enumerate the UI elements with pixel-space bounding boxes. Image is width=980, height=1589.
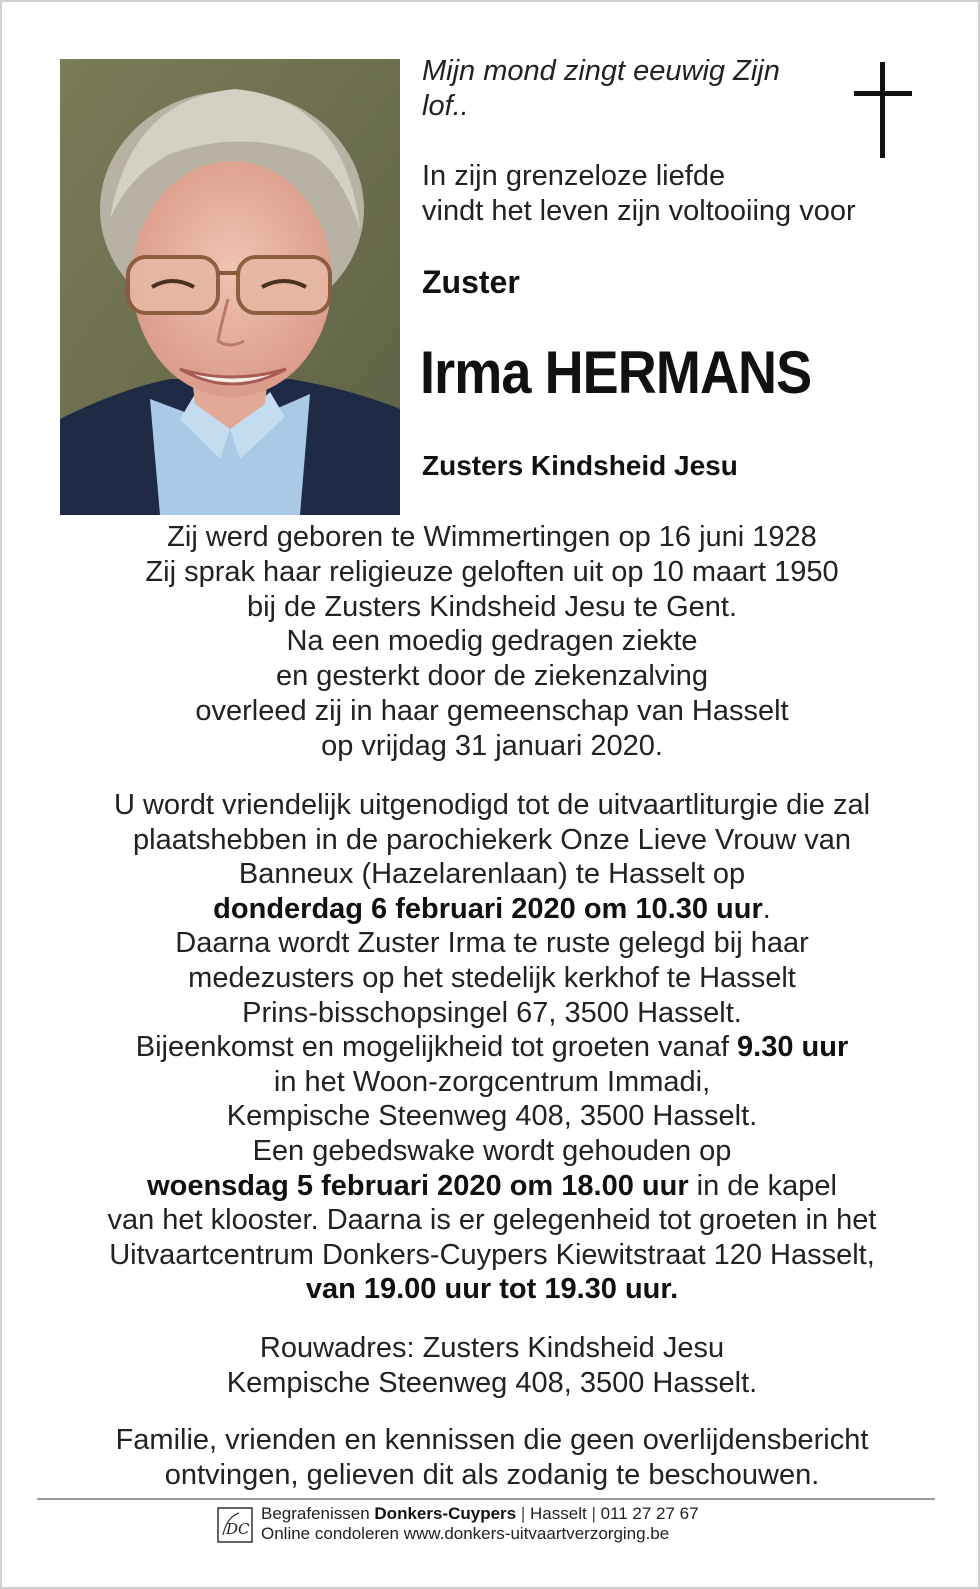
ceremony-line: Banneux (Hazelarenlaan) te Hasselt op [238,858,746,891]
separator: | [520,1504,526,1523]
ceremony-line: van het klooster. Daarna is er gelegenheid tot groeten in het [107,1204,877,1237]
bio-line: Zij werd geboren te Wimmertingen op 16 juni 1928 [167,521,817,553]
closing-notice [42,1423,942,1493]
vigil-date-line [42,1169,942,1204]
address-line-1: Rouwadres: Zusters Kindsheid Jesu [259,1332,725,1364]
portrait-photo [60,59,400,515]
verse-line-1: Mijn mond zingt eeuwig Zijn [422,55,780,87]
ceremony-line: Kempische Steenweg 408, 3500 Hasselt. [226,1100,758,1133]
intro-text [422,159,892,229]
bio-line: Zij sprak haar religieuze geloften uit op 10 maart 1950 [145,555,839,588]
ceremony-line: Een gebedswake wordt gehouden op [252,1134,732,1167]
ceremony-line: in het Woon-zorgcentrum Immadi, [273,1065,711,1098]
footer-text [261,1504,699,1544]
vigil-date: woensdag 5 februari 2020 om 18.00 uur [147,1169,689,1202]
deceased-title: Zuster [422,264,520,300]
ceremony-line: Daarna wordt Zuster Irma te ruste gelegd bij haar [175,927,809,960]
scripture-verse [422,54,822,124]
address-line-2: Kempische Steenweg 408, 3500 Hasselt. [226,1366,758,1399]
intro-line-2: vindt het leven zijn voltooiing voor [422,195,856,227]
deceased-name: Irma HERMANS [420,339,812,406]
funeral-home-logo-icon [217,1507,253,1543]
footer-phone: 011 27 27 67 [600,1504,699,1523]
ceremony-line: Prins-bisschopsingel 67, 3500 Hasselt. [242,996,742,1029]
funeral-date: donderdag 6 februari 2020 om 10.30 uur [213,892,763,925]
footer-line-2[interactable]: Online condoleren www.donkers-uitvaartverzorging.be [261,1524,670,1543]
cross-icon [854,62,912,158]
gathering-line [42,1030,942,1065]
separator: | [591,1504,596,1523]
biography [42,520,942,764]
ceremony-line: Uitvaartcentrum Donkers-Cuypers Kiewitstraat 120 Hasselt, [109,1238,875,1271]
footer-prefix: Begrafenissen [261,1504,375,1523]
gathering-time: 9.30 uur [737,1031,849,1064]
visiting-hours: van 19.00 uur tot 19.30 uur. [305,1273,679,1306]
bio-line: Na een moedig gedragen ziekte [286,625,698,658]
period: . [762,892,771,925]
notice-line-2: ontvingen, gelieven dit als zodanig te beschouwen. [164,1459,820,1491]
vigil-location: in de kapel [688,1169,837,1202]
mourning-address [42,1331,942,1400]
footer-line-1 [261,1504,699,1524]
congregation-name: Zusters Kindsheid Jesu [422,450,738,481]
notice-line-1: Familie, vrienden en kennissen die geen overlijdensbericht [115,1424,869,1456]
ceremony-line: medezusters op het stedelijk kerkhof te Hasselt [188,961,796,994]
ceremony-line: U wordt vriendelijk uitgenodigd tot de uitvaartliturgie die zal [113,789,871,821]
intro-line-1: In zijn grenzeloze liefde [422,160,726,192]
ceremony-date-line [42,892,942,927]
visiting-hours-line [42,1272,942,1307]
logo-letters: DC [226,1520,250,1538]
bio-line: overleed zij in haar gemeenschap van Hasselt [195,694,789,727]
bio-line: bij de Zusters Kindsheid Jesu te Gent. [246,590,738,623]
verse-line-2: lof.. [422,90,469,122]
funeral-details [42,788,942,1307]
footer-city: Hasselt [530,1504,587,1523]
footer-company: Donkers-Cuypers [374,1504,517,1523]
gathering-text: Bijeenkomst en mogelijkheid tot groeten vanaf [135,1031,738,1064]
footer-divider [37,1498,935,1500]
ceremony-line: plaatshebben in de parochiekerk Onze Lieve Vrouw van [133,823,851,856]
portrait-illustration [60,59,400,515]
bio-line: op vrijdag 31 januari 2020. [321,729,663,762]
bio-line: en gesterkt door de ziekenzalving [275,660,709,693]
